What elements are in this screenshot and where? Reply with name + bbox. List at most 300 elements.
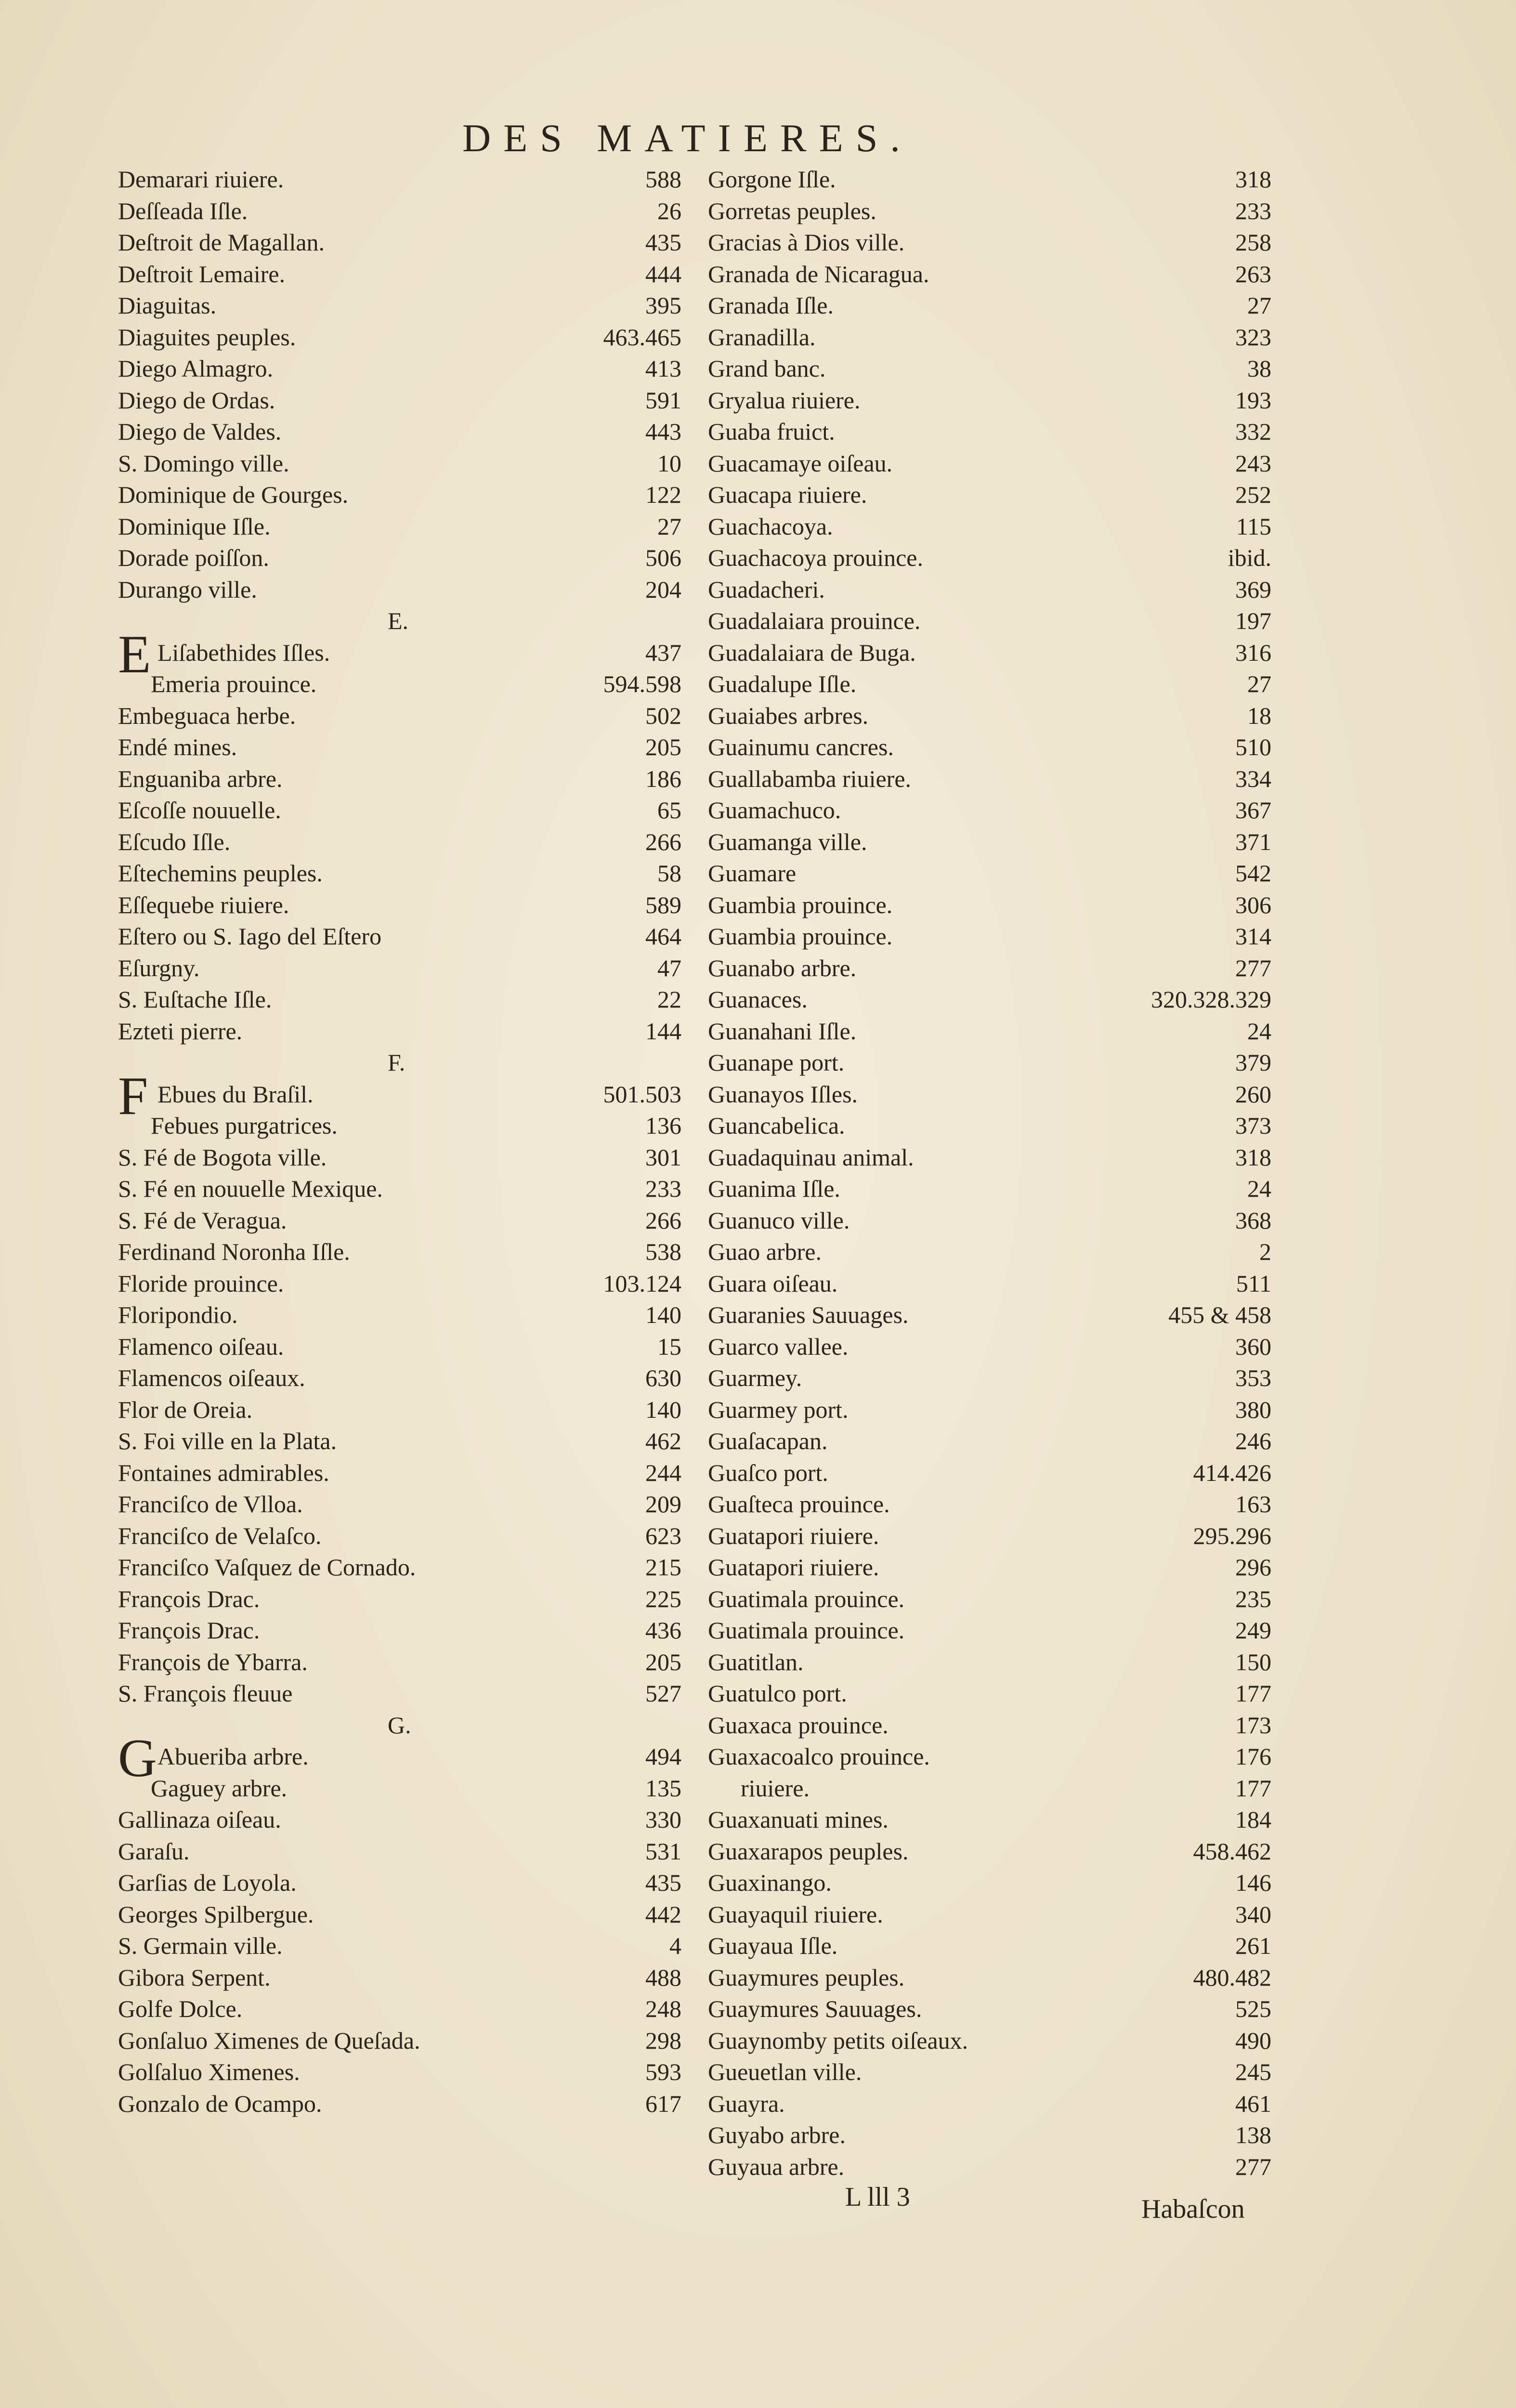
index-term: Guamachuco. — [708, 797, 841, 824]
index-term: Gallinaza oiſeau. — [118, 1806, 281, 1833]
index-entry — [118, 511, 681, 543]
index-entry — [118, 890, 681, 921]
index-term: Diego Almagro. — [118, 355, 274, 382]
page-reference: 630 — [645, 1364, 681, 1391]
page-reference: 306 — [1235, 891, 1271, 918]
index-entry — [708, 196, 1271, 227]
index-term: Febues purgatrices. — [151, 1112, 338, 1139]
index-entry — [708, 164, 1271, 196]
index-term: Guatapori riuiere. — [708, 1522, 879, 1549]
index-term: Golfe Dolce. — [118, 1995, 243, 2022]
index-entry — [118, 1299, 681, 1331]
index-entry — [708, 259, 1271, 290]
index-entry — [118, 763, 681, 795]
index-term: Guarmey port. — [708, 1396, 849, 1423]
page-reference: 506 — [645, 544, 681, 571]
page-reference: 277 — [1235, 954, 1271, 982]
page-reference: 379 — [1235, 1049, 1271, 1076]
index-term: Guanahani Iſle. — [708, 1017, 857, 1045]
page-reference: 298 — [645, 2027, 681, 2054]
index-term: Endé mines. — [118, 733, 237, 760]
page-reference: 266 — [645, 828, 681, 855]
page-reference: 527 — [645, 1680, 681, 1707]
page-reference: 266 — [645, 1206, 681, 1234]
page-reference: 380 — [1235, 1396, 1271, 1423]
section-letter — [118, 1710, 681, 1741]
index-term: Granada de Nicaragua. — [708, 260, 929, 288]
page-reference: 27 — [657, 512, 681, 540]
index-entry — [708, 542, 1271, 574]
index-entry — [708, 1741, 1271, 1773]
index-entry — [118, 1362, 681, 1394]
section-letter-label: G. — [388, 1711, 411, 1739]
page-reference: 510 — [1235, 733, 1271, 760]
index-entry — [708, 1552, 1271, 1584]
page-reference: 461 — [1235, 2090, 1271, 2117]
page-reference: 414.426 — [1193, 1459, 1271, 1486]
page-reference: 332 — [1235, 418, 1271, 445]
page-reference: 197 — [1235, 607, 1271, 634]
page-reference: 463.465 — [603, 323, 681, 351]
section-letter — [118, 1047, 681, 1079]
index-entry — [708, 1016, 1271, 1047]
index-term: Guayaquil riuiere. — [708, 1900, 883, 1928]
index-term: Fontaines admirables. — [118, 1459, 329, 1486]
index-entry — [118, 1394, 681, 1426]
page-reference: 435 — [645, 229, 681, 256]
index-entry — [118, 1773, 681, 1805]
index-term: Gorgone Iſle. — [708, 166, 836, 193]
page-reference: 150 — [1235, 1648, 1271, 1675]
index-entry — [118, 732, 681, 763]
index-term: Gibora Serpent. — [118, 1963, 271, 1991]
index-term: Embeguaca herbe. — [118, 702, 296, 729]
index-term: Guaxarapos peuples. — [708, 1837, 909, 1865]
index-entry — [118, 2025, 681, 2057]
index-term: Gonzalo de Ocampo. — [118, 2090, 322, 2117]
index-term: Guancabelica. — [708, 1112, 845, 1139]
index-entry — [118, 1268, 681, 1300]
index-term: Guaranies Sauuages. — [708, 1301, 909, 1328]
catchword: Habaſcon — [1141, 2194, 1245, 2224]
page-reference: ibid. — [1228, 544, 1271, 571]
page-reference: 462 — [645, 1427, 681, 1454]
index-term: Guadalupe Iſle. — [708, 670, 857, 697]
index-term: Guanima Iſle. — [708, 1175, 840, 1202]
index-term: Gueuetlan ville. — [708, 2058, 862, 2085]
page-reference: 205 — [645, 733, 681, 760]
index-term: Guaſco port. — [708, 1459, 828, 1486]
index-term: Guanabo arbre. — [708, 954, 857, 982]
page-reference: 458.462 — [1193, 1837, 1271, 1865]
page-reference: 122 — [645, 481, 681, 508]
index-entry — [708, 1205, 1271, 1237]
index-term: Diaguites peuples. — [118, 323, 296, 351]
page-reference: 15 — [657, 1333, 681, 1360]
page-reference: 494 — [645, 1743, 681, 1770]
drop-capital: E — [118, 624, 151, 684]
index-term: Guacapa riuiere. — [708, 481, 867, 508]
page-reference: 295.296 — [1193, 1522, 1271, 1549]
index-term: Guao arbre. — [708, 1238, 822, 1265]
index-entry — [708, 637, 1271, 669]
index-term: Deſtroit Lemaire. — [118, 260, 286, 288]
index-term: Guambia prouince. — [708, 891, 893, 918]
page-reference: 320.328.329 — [1151, 986, 1271, 1013]
index-term: Guamare — [708, 860, 797, 887]
page-reference: 103.124 — [603, 1269, 681, 1297]
index-term: Guaxacoalco prouince. — [708, 1743, 930, 1770]
index-entry — [708, 1426, 1271, 1457]
page-reference: 589 — [645, 891, 681, 918]
index-entry — [708, 1489, 1271, 1520]
page-reference: 258 — [1235, 229, 1271, 256]
index-entry — [118, 416, 681, 448]
index-term: Guamanga ville. — [708, 828, 867, 855]
index-term: Gracias à Dios ville. — [708, 229, 905, 256]
page-reference: 464 — [645, 923, 681, 950]
page-reference: 233 — [645, 1175, 681, 1202]
index-term: Gonſaluo Ximenes de Queſada. — [118, 2027, 420, 2054]
index-term: Eſcoſſe nouuelle. — [118, 797, 281, 824]
index-entry — [708, 1804, 1271, 1836]
index-entry — [708, 795, 1271, 826]
index-entry — [708, 1647, 1271, 1678]
index-term: Abueriba arbre. — [157, 1743, 309, 1770]
index-entry — [118, 1426, 681, 1457]
index-entry — [708, 1236, 1271, 1268]
index-term: Guachacoya. — [708, 512, 833, 540]
drop-capital: F — [118, 1066, 148, 1126]
page-reference: 10 — [657, 449, 681, 477]
index-entry — [708, 353, 1271, 385]
page-reference: 22 — [657, 986, 681, 1013]
page-reference: 444 — [645, 260, 681, 288]
index-entry — [708, 2025, 1271, 2057]
index-entry — [118, 259, 681, 290]
page-reference: 538 — [645, 1238, 681, 1265]
page-reference: 177 — [1235, 1774, 1271, 1802]
index-term: Flor de Oreia. — [118, 1396, 253, 1423]
index-term: Guaynomby petits oiſeaux. — [708, 2027, 968, 2054]
index-term: Gaguey arbre. — [151, 1774, 288, 1802]
index-entry — [118, 385, 681, 417]
index-term: Grand banc. — [708, 355, 826, 382]
index-entry — [118, 574, 681, 606]
index-term: Guatulco port. — [708, 1680, 847, 1707]
page-reference: 367 — [1235, 797, 1271, 824]
index-term: S. Fé de Bogota ville. — [118, 1143, 327, 1171]
index-term: Guadalaiara prouince. — [708, 607, 921, 634]
index-entry — [708, 668, 1271, 700]
index-term: Guachacoya prouince. — [708, 544, 923, 571]
index-entry — [118, 1457, 681, 1489]
page-reference: 353 — [1235, 1364, 1271, 1391]
index-entry — [118, 1678, 681, 1710]
index-term: Emeria prouince. — [151, 670, 317, 697]
index-entry — [708, 1678, 1271, 1710]
page-reference: 371 — [1235, 828, 1271, 855]
index-entry — [708, 763, 1271, 795]
page-reference: 135 — [645, 1774, 681, 1802]
index-term: Franciſco Vaſquez de Cornado. — [118, 1554, 416, 1581]
page-reference: 501.503 — [603, 1080, 681, 1108]
page-reference: 4 — [669, 1932, 681, 1959]
index-entry — [118, 1899, 681, 1931]
index-term: Granada Iſle. — [708, 292, 834, 319]
index-entry — [708, 1584, 1271, 1615]
index-term: Guaſteca prouince. — [708, 1491, 890, 1518]
index-entry — [708, 1520, 1271, 1552]
index-entry — [118, 1110, 681, 1142]
index-entry — [708, 1173, 1271, 1205]
index-entry — [118, 1520, 681, 1552]
page-reference: 525 — [1235, 1995, 1271, 2022]
index-term: Diego de Valdes. — [118, 418, 282, 445]
index-entry — [708, 385, 1271, 417]
page-reference: 186 — [645, 765, 681, 792]
page-reference: 233 — [1235, 197, 1271, 224]
index-entry — [118, 984, 681, 1016]
page-reference: 215 — [645, 1554, 681, 1581]
index-entry — [708, 953, 1271, 984]
index-term: Guanuco ville. — [708, 1206, 850, 1234]
page-reference: 136 — [645, 1112, 681, 1139]
index-term: Guaſacapan. — [708, 1427, 828, 1454]
section-letter-label: E. — [388, 607, 409, 634]
page-reference: 502 — [645, 702, 681, 729]
index-entry — [708, 700, 1271, 732]
index-term: Demarari riuiere. — [118, 166, 284, 193]
index-term: Guatitlan. — [708, 1648, 804, 1675]
index-term: S. François fleuue — [118, 1680, 293, 1707]
index-entry — [118, 542, 681, 574]
index-term: Guanayos Iſles. — [708, 1080, 858, 1108]
page-reference: 531 — [645, 1837, 681, 1865]
index-entry — [118, 1615, 681, 1647]
index-term: Guadacheri. — [708, 576, 825, 603]
index-term: Dominique de Gourges. — [118, 481, 349, 508]
page-reference: 138 — [1235, 2121, 1271, 2148]
index-entry — [118, 353, 681, 385]
page-reference: 26 — [657, 197, 681, 224]
index-entry — [708, 1142, 1271, 1174]
page-reference: 591 — [645, 386, 681, 414]
index-entry — [708, 1331, 1271, 1363]
index-term: Golſaluo Ximenes. — [118, 2058, 300, 2085]
index-term: Granadilla. — [708, 323, 816, 351]
index-term: S. Germain ville. — [118, 1932, 283, 1959]
index-term: Dominique Iſle. — [118, 512, 271, 540]
page-reference: 260 — [1235, 1080, 1271, 1108]
page-reference: 18 — [1247, 702, 1271, 729]
index-entry — [118, 1930, 681, 1962]
index-entry — [118, 953, 681, 984]
page-reference: 65 — [657, 797, 681, 824]
page-reference: 455 & 458 — [1168, 1301, 1271, 1328]
page-reference: 225 — [645, 1585, 681, 1612]
page-reference: 588 — [645, 166, 681, 193]
index-term: Guayaua Iſle. — [708, 1932, 838, 1959]
page-reference: 47 — [657, 954, 681, 982]
index-term: Eſtechemins peuples. — [118, 860, 323, 887]
index-term: Guaxaca prouince. — [708, 1711, 889, 1739]
index-entry — [118, 196, 681, 227]
page-reference: 235 — [1235, 1585, 1271, 1612]
page-reference: 443 — [645, 418, 681, 445]
page-reference: 488 — [645, 1963, 681, 1991]
page-reference: 490 — [1235, 2027, 1271, 2054]
index-entry — [708, 1615, 1271, 1647]
page-reference: 368 — [1235, 1206, 1271, 1234]
page-reference: 373 — [1235, 1112, 1271, 1139]
index-term: Dorade poiſſon. — [118, 544, 269, 571]
index-term: Franciſco de Velaſco. — [118, 1522, 322, 1549]
page-reference: 249 — [1235, 1617, 1271, 1644]
index-entry — [118, 1016, 681, 1047]
page-reference: 480.482 — [1193, 1963, 1271, 1991]
index-entry — [708, 2056, 1271, 2088]
index-term: Guatimala prouince. — [708, 1585, 905, 1612]
page-reference: 24 — [1247, 1175, 1271, 1202]
page-reference: 140 — [645, 1396, 681, 1423]
index-term: Guyaua arbre. — [708, 2153, 845, 2180]
index-entry — [708, 2088, 1271, 2120]
page-reference: 245 — [1235, 2058, 1271, 2085]
index-entry — [708, 1110, 1271, 1142]
index-entry — [708, 1079, 1271, 1111]
index-term: Guainumu cancres. — [708, 733, 894, 760]
index-term: François Drac. — [118, 1585, 260, 1612]
index-term: Guambia prouince. — [708, 923, 893, 950]
index-term: Diaguitas. — [118, 292, 217, 319]
page-reference: 617 — [645, 2090, 681, 2117]
page-reference: 623 — [645, 1522, 681, 1549]
page-reference: 144 — [645, 1017, 681, 1045]
index-entry — [118, 322, 681, 353]
page-reference: 24 — [1247, 1017, 1271, 1045]
index-term: Guallabamba riuiere. — [708, 765, 912, 792]
index-entry — [118, 1804, 681, 1836]
index-entry — [708, 826, 1271, 858]
index-entry — [708, 479, 1271, 511]
index-entry — [708, 858, 1271, 890]
page-reference: 594.598 — [603, 670, 681, 697]
page-reference: 176 — [1235, 1743, 1271, 1770]
index-term: Ferdinand Noronha Iſle. — [118, 1238, 350, 1265]
index-term: Guaiabes arbres. — [708, 702, 869, 729]
index-entry — [118, 1489, 681, 1520]
index-term: Gryalua riuiere. — [708, 386, 861, 414]
index-term: Guarco vallee. — [708, 1333, 849, 1360]
page-reference: 318 — [1235, 1143, 1271, 1171]
index-term: Guadaquinau animal. — [708, 1143, 914, 1171]
page-reference: 248 — [645, 1995, 681, 2022]
page-reference: 252 — [1235, 481, 1271, 508]
index-entry — [118, 1647, 681, 1678]
index-entry — [708, 322, 1271, 353]
index-entry — [708, 921, 1271, 953]
page-title: DES MATIERES. — [462, 116, 913, 160]
index-entry — [708, 890, 1271, 921]
index-entry — [708, 511, 1271, 543]
index-term: Guaxanuati mines. — [708, 1806, 889, 1833]
index-entry — [708, 2151, 1271, 2183]
index-entry — [708, 574, 1271, 606]
page-reference: 263 — [1235, 260, 1271, 288]
page-reference: 27 — [1247, 670, 1271, 697]
index-entry — [118, 1142, 681, 1174]
index-entry — [118, 668, 681, 700]
index-term: Ebues du Braſil. — [157, 1080, 314, 1108]
index-term: Guanape port. — [708, 1049, 845, 1076]
index-entry — [708, 1394, 1271, 1426]
index-entry — [118, 2056, 681, 2088]
page-reference: 437 — [645, 639, 681, 666]
index-entry — [118, 1836, 681, 1868]
page-reference: 395 — [645, 292, 681, 319]
page-reference: 2 — [1259, 1238, 1271, 1265]
index-term: Gorretas peuples. — [708, 197, 876, 224]
index-entry — [708, 1962, 1271, 1994]
page-reference: 163 — [1235, 1491, 1271, 1518]
index-term: Guaxinango. — [708, 1869, 832, 1896]
index-term: Deſſeada Iſle. — [118, 197, 248, 224]
signature-mark: L lll 3 — [845, 2182, 910, 2212]
index-term: Eſcudo Iſle. — [118, 828, 231, 855]
page-reference: 246 — [1235, 1427, 1271, 1454]
index-entry — [118, 921, 681, 953]
index-entry — [708, 1899, 1271, 1931]
index-entry — [708, 416, 1271, 448]
page-reference: 184 — [1235, 1806, 1271, 1833]
page-reference: 442 — [645, 1900, 681, 1928]
page-reference: 435 — [645, 1869, 681, 1896]
page-reference: 193 — [1235, 386, 1271, 414]
index-entry — [118, 1552, 681, 1584]
index-entry — [118, 448, 681, 480]
index-entry — [118, 1993, 681, 2025]
right-index-column — [708, 164, 1271, 2183]
index-term: Guayra. — [708, 2090, 785, 2117]
index-entry — [708, 1867, 1271, 1899]
index-term: Guaba fruict. — [708, 418, 835, 445]
index-term: riuiere. — [741, 1774, 810, 1802]
page-reference: 316 — [1235, 639, 1271, 666]
page-reference: 173 — [1235, 1711, 1271, 1739]
page-reference: 204 — [645, 576, 681, 603]
index-entry — [708, 1773, 1271, 1805]
index-entry — [708, 1836, 1271, 1868]
page-reference: 38 — [1247, 355, 1271, 382]
index-entry — [118, 858, 681, 890]
index-term: Durango ville. — [118, 576, 257, 603]
index-entry — [118, 795, 681, 826]
index-term: Eſſequebe riuiere. — [118, 891, 289, 918]
page-reference: 261 — [1235, 1932, 1271, 1959]
page-reference: 369 — [1235, 576, 1271, 603]
index-entry — [708, 1268, 1271, 1300]
index-term: Franciſco de Vlloa. — [118, 1491, 303, 1518]
index-entry — [118, 1205, 681, 1237]
page-reference: 542 — [1235, 860, 1271, 887]
page-reference: 27 — [1247, 292, 1271, 319]
index-term: François Drac. — [118, 1617, 260, 1644]
index-entry — [118, 2088, 681, 2120]
index-term: S. Fé de Veragua. — [118, 1206, 287, 1234]
index-term: Guatimala prouince. — [708, 1617, 905, 1644]
index-term: Guyabo arbre. — [708, 2121, 846, 2148]
